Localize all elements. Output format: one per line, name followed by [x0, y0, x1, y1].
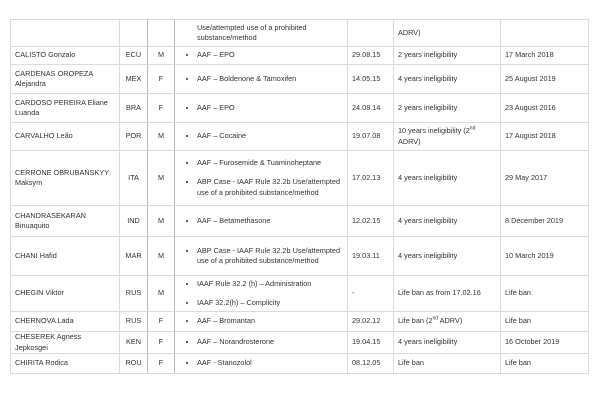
violation	[175, 332, 348, 354]
sanction-end: 10 March 2019	[501, 237, 589, 276]
violation-item: • AAF - Stanozolol	[197, 358, 343, 369]
nationality: BRA	[120, 94, 148, 123]
sanction	[394, 47, 501, 65]
sex: F	[148, 354, 175, 374]
sanction-pre: 2 years ineligibility	[398, 102, 458, 112]
athlete-name: CARDOSO PEREIRA Eliane Luanda	[11, 94, 120, 123]
sanction-end: 25 August 2019	[501, 65, 589, 94]
violation	[175, 151, 348, 206]
violation-list	[179, 74, 343, 85]
sanction-end: 8 December 2019	[501, 206, 589, 237]
sanction-sup: nd	[432, 315, 439, 322]
sex: M	[148, 151, 175, 206]
sanction-pre: 4 years ineligibility	[398, 250, 458, 260]
sanction-post: ADRV)	[438, 316, 463, 326]
sex: F	[148, 94, 175, 123]
sanction	[394, 332, 501, 354]
table-row	[11, 237, 589, 276]
sex: M	[148, 123, 175, 151]
sanction	[394, 354, 501, 374]
sanction-pre: 2 years ineligibility	[398, 50, 458, 60]
violation-list	[179, 103, 343, 114]
nationality: MEX	[120, 65, 148, 94]
table-row	[11, 276, 589, 312]
sanction	[394, 20, 501, 47]
sanction-pre: 4 years ineligibility	[398, 172, 458, 182]
sanction-pre: 4 years ineligibility	[398, 73, 458, 83]
sanction-end: 17 March 2018	[501, 47, 589, 65]
athlete-name: CHANDRASEKARAN Binuaquito	[11, 206, 120, 237]
table-row	[11, 47, 589, 65]
violation-item: • AAF – EPO	[197, 50, 343, 61]
violation-list	[179, 131, 343, 142]
violation-list	[179, 316, 343, 327]
violation-item: • ABP Case - IAAF Rule 32.2b Use/attempted use of a prohibited substance/method	[197, 177, 343, 198]
violation-item: • AAF – Boldenone & Tamoxifen	[197, 74, 343, 85]
athlete-name: CHIRITA Rodica	[11, 354, 120, 374]
sanction-pre: 4 years ineligibility	[398, 215, 458, 225]
table-row	[11, 20, 589, 47]
violation-item: • AAF – Betamethasone	[197, 216, 343, 227]
violation-date: 19.03.11	[348, 237, 394, 276]
violation-item: • AAF – EPO	[197, 103, 343, 114]
sanction	[394, 276, 501, 312]
sanction-pre: Life ban as from 17.02.16	[398, 288, 481, 298]
sanction	[394, 65, 501, 94]
violation-item: • AAF – Cocaine	[197, 131, 343, 142]
violation	[175, 276, 348, 312]
violation-date: -	[348, 276, 394, 312]
sex: M	[148, 206, 175, 237]
athlete-name: CARVALHO Leão	[11, 123, 120, 151]
sanction-pre: Life ban	[398, 358, 424, 368]
violation-list	[179, 246, 343, 267]
sanction	[394, 206, 501, 237]
sex: M	[148, 47, 175, 65]
athlete-name	[11, 20, 120, 47]
violation	[175, 237, 348, 276]
sanction-end	[501, 20, 589, 47]
sanction-end: 16 October 2019	[501, 332, 589, 354]
nationality: ECU	[120, 47, 148, 65]
nationality: RUS	[120, 312, 148, 332]
sanctions-table	[10, 19, 589, 374]
nationality: IND	[120, 206, 148, 237]
table-row	[11, 332, 589, 354]
violation-date: 14.05.15	[348, 65, 394, 94]
violation-list	[179, 216, 343, 227]
violation-item: • AAF – Furosemide & Tuaminoheptane	[197, 158, 343, 169]
nationality: ROU	[120, 354, 148, 374]
sanction-end: 29 May 2017	[501, 151, 589, 206]
sanction-pre: ADRV)	[398, 27, 421, 37]
violation-date: 12.02.15	[348, 206, 394, 237]
sanction-pre: 4 years ineligibility	[398, 337, 458, 347]
nationality: POR	[120, 123, 148, 151]
sex	[148, 20, 175, 47]
athlete-name: CARDENAS OROPEZA Alejandra	[11, 65, 120, 94]
violation-item: • IAAF 32.2(h) – Complicity	[197, 298, 343, 309]
table-row	[11, 94, 589, 123]
nationality: RUS	[120, 276, 148, 312]
violation-item: • IAAF Rule 32.2 (h) – Administration	[197, 279, 343, 290]
violation-list	[179, 279, 343, 309]
table-row	[11, 151, 589, 206]
table-row	[11, 354, 589, 374]
violation-list	[179, 50, 343, 61]
sanction-end: Life ban	[501, 312, 589, 332]
sex: M	[148, 237, 175, 276]
violation-list	[179, 358, 343, 369]
athlete-name: CHESEREK Agness Jepkosgei	[11, 332, 120, 354]
sanction	[394, 94, 501, 123]
sanction	[394, 151, 501, 206]
sanction-pre: Life ban (2	[398, 316, 433, 326]
violation-date: 24.08.14	[348, 94, 394, 123]
violation-date: 19.07.08	[348, 123, 394, 151]
violation-item: • ABP Case - IAAF Rule 32.2b Use/attempted use of a prohibited substance/method	[197, 246, 343, 267]
sanction-end: 23 August 2016	[501, 94, 589, 123]
sanction-post: ADRV)	[398, 136, 421, 146]
sanction-pre: 10 years ineligibility (2	[398, 126, 470, 135]
athlete-name: CHANI Hafid	[11, 237, 120, 276]
violation-item: • AAF – Bromantan	[197, 316, 343, 327]
violation-date: 17.02.13	[348, 151, 394, 206]
violation-date: 08.12.05	[348, 354, 394, 374]
table-row	[11, 123, 589, 151]
violation-continued: Use/attempted use of a prohibited substance/method	[197, 22, 307, 42]
sex: F	[148, 312, 175, 332]
sex: F	[148, 65, 175, 94]
violation	[175, 47, 348, 65]
violation-date: 19.04.15	[348, 332, 394, 354]
violation	[175, 206, 348, 237]
nationality: KEN	[120, 332, 148, 354]
violation	[175, 312, 348, 332]
violation-date	[348, 20, 394, 47]
athlete-name: CHEGIN Viktor	[11, 276, 120, 312]
table-row	[11, 206, 589, 237]
violation-item: • AAF – Norandrosterone	[197, 337, 343, 348]
sanction	[394, 237, 501, 276]
nationality: MAR	[120, 237, 148, 276]
sanction-end: 17 August 2018	[501, 123, 589, 151]
violation	[175, 94, 348, 123]
nationality	[120, 20, 148, 47]
sex: M	[148, 276, 175, 312]
violation	[175, 20, 348, 47]
violation-date: 29.08.15	[348, 47, 394, 65]
table-row	[11, 312, 589, 332]
violation-list	[179, 158, 343, 199]
athlete-name: CHERNOVA Lada	[11, 312, 120, 332]
athlete-name: CERRONE OBRUBANSKYY Maksym	[11, 151, 120, 206]
sanction	[394, 123, 501, 151]
sanction	[394, 312, 501, 332]
sanction-end: Life ban	[501, 354, 589, 374]
violation	[175, 354, 348, 374]
sanction-sup: nd	[469, 125, 476, 132]
violation	[175, 65, 348, 94]
athlete-name: CALISTO Gonzalo	[11, 47, 120, 65]
sanction-end: Life ban	[501, 276, 589, 312]
violation-list	[179, 337, 343, 348]
violation	[175, 123, 348, 151]
nationality: ITA	[120, 151, 148, 206]
table-row	[11, 65, 589, 94]
sex: F	[148, 332, 175, 354]
violation-date: 29.02.12	[348, 312, 394, 332]
